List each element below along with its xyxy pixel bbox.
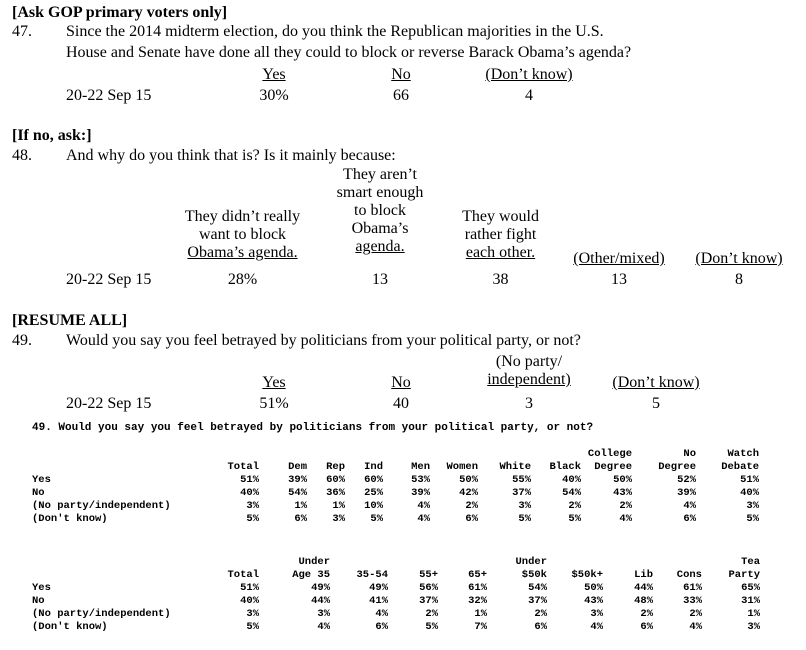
table1-cell: 5% <box>370 513 383 525</box>
table1-cell: 37% <box>512 487 531 499</box>
table2-row-label-3: (Don't know) <box>32 621 108 633</box>
crosstab-question: 49. Would you say you feel betrayed by politicians from your political party, or not? <box>32 422 594 434</box>
table1-cell: 36% <box>326 487 345 499</box>
table1-cell: 40% <box>562 474 581 486</box>
table2-cell: 3% <box>747 621 760 633</box>
table2-cell: 7% <box>474 621 487 633</box>
table2-cell: 1% <box>474 608 487 620</box>
q47-header-dont-know: (Don’t know) <box>485 66 573 83</box>
table1-row-label-0: Yes <box>32 474 51 486</box>
table2-cell: 37% <box>528 595 547 607</box>
table2-cell: 2% <box>425 608 438 620</box>
table2-row-label-1: No <box>32 595 45 607</box>
q49-value-no-party: 3 <box>525 395 533 412</box>
table2-cell: 6% <box>534 621 547 633</box>
table1-cell: 1% <box>294 500 307 512</box>
table2-cell: 49% <box>311 582 330 594</box>
table1-cell: 5% <box>568 513 581 525</box>
table2-cell: 3% <box>246 608 259 620</box>
table2-cell: 4% <box>375 608 388 620</box>
table1-header-4-line-1: Men <box>411 461 430 473</box>
table2-header-9-line-1: Party <box>728 569 760 581</box>
table2-cell: 61% <box>683 582 702 594</box>
table1-header-0-line-1: Total <box>227 461 259 473</box>
q49-header-yes: Yes <box>262 374 286 391</box>
q48-value-4: 13 <box>611 271 627 288</box>
table2-cell: 41% <box>369 595 388 607</box>
table1-header-5-line-1: Women <box>446 461 478 473</box>
table2-cell: 5% <box>246 621 259 633</box>
table2-cell: 5% <box>425 621 438 633</box>
table2-cell: 44% <box>311 595 330 607</box>
table1-cell: 40% <box>740 487 759 499</box>
table1-row-label-3: (Don't know) <box>32 513 108 525</box>
table1-cell: 4% <box>417 500 430 512</box>
table2-header-1-line-1: Age 35 <box>292 569 330 581</box>
table1-header-9-line-0: No <box>683 448 696 460</box>
table1-cell: 50% <box>613 474 632 486</box>
q48-value-3: 38 <box>492 271 509 288</box>
q47-value-no: 66 <box>393 87 409 104</box>
q47-header-yes: Yes <box>262 66 286 83</box>
q48-header-not-smart-enough: They aren’t smart enough to block Obama’s agenda. <box>336 166 424 255</box>
table1-row-label-2: (No party/independent) <box>32 500 171 512</box>
table1-cell: 6% <box>683 513 696 525</box>
table1-cell: 2% <box>465 500 478 512</box>
q48-value-2: 13 <box>372 271 388 288</box>
table1-cell: 2% <box>568 500 581 512</box>
table2-cell: 50% <box>584 582 603 594</box>
table2-header-3-line-1: 55+ <box>419 569 438 581</box>
table2-cell: 3% <box>317 608 330 620</box>
table2-cell: 6% <box>640 621 653 633</box>
table1-header-10-line-1: Debate <box>721 461 759 473</box>
table2-header-2-line-1: 35-54 <box>356 569 388 581</box>
table2-cell: 61% <box>468 582 487 594</box>
table1-header-2-line-1: Rep <box>326 461 345 473</box>
table1-header-10-line-0: Watch <box>727 448 759 460</box>
table2-cell: 65% <box>741 582 760 594</box>
table1-cell: 2% <box>619 500 632 512</box>
table2-cell: 31% <box>741 595 760 607</box>
table2-cell: 2% <box>640 608 653 620</box>
q49-instruction: [RESUME ALL] <box>12 312 128 329</box>
q47-number: 47. <box>12 23 32 40</box>
table2-cell: 56% <box>419 582 438 594</box>
table1-cell: 54% <box>562 487 581 499</box>
q47-text-line1: Since the 2014 midterm election, do you think the Republican majorities in the U.S. <box>66 23 604 40</box>
table1-cell: 60% <box>364 474 383 486</box>
q49-value-dont-know: 5 <box>652 395 660 412</box>
table1-cell: 50% <box>459 474 478 486</box>
q49-header-no-party: (No party/ independent) <box>487 353 571 388</box>
table1-header-8-line-0: College <box>587 448 632 460</box>
q49-number: 49. <box>12 332 32 349</box>
table1-cell: 6% <box>294 513 307 525</box>
table2-cell: 37% <box>419 595 438 607</box>
table1-cell: 52% <box>677 474 696 486</box>
table1-cell: 42% <box>459 487 478 499</box>
q48-text: And why do you think that is? Is it mainly because: <box>66 147 396 164</box>
table1-cell: 54% <box>288 487 307 499</box>
table1-cell: 4% <box>619 513 632 525</box>
q49-value-no: 40 <box>393 395 409 412</box>
q49-date: 20-22 Sep 15 <box>66 395 152 412</box>
table1-cell: 51% <box>740 474 759 486</box>
q48-value-1: 28% <box>227 271 258 288</box>
table1-cell: 3% <box>246 500 259 512</box>
q48-header-rather-fight: They would rather fight each other. <box>462 208 539 261</box>
table2-cell: 54% <box>528 582 547 594</box>
table2-header-5-line-0: Under <box>515 556 547 568</box>
table2-cell: 4% <box>689 621 702 633</box>
table1-cell: 4% <box>683 500 696 512</box>
table1-cell: 51% <box>240 474 259 486</box>
table1-header-9-line-1: Degree <box>658 461 696 473</box>
q48-date: 20-22 Sep 15 <box>66 271 152 288</box>
table2-header-5-line-1: $50k <box>521 569 547 581</box>
table2-cell: 51% <box>240 582 259 594</box>
table2-cell: 4% <box>317 621 330 633</box>
table2-header-0-line-1: Total <box>227 569 259 581</box>
table2-cell: 4% <box>590 621 603 633</box>
table2-header-7-line-1: Lib <box>634 569 653 581</box>
table1-header-3-line-1: Ind <box>364 461 383 473</box>
table2-cell: 6% <box>375 621 388 633</box>
table1-cell: 55% <box>512 474 531 486</box>
table1-cell: 5% <box>518 513 531 525</box>
table2-cell: 32% <box>468 595 487 607</box>
q49-value-yes: 51% <box>259 395 289 412</box>
table2-cell: 40% <box>240 595 259 607</box>
table2-cell: 49% <box>369 582 388 594</box>
table1-cell: 3% <box>332 513 345 525</box>
table2-cell: 33% <box>683 595 702 607</box>
q49-header-dont-know: (Don’t know) <box>612 374 700 391</box>
q47-text-line2: House and Senate have done all they could to block or reverse Barack Obama’s agenda? <box>66 44 632 61</box>
table1-header-7-line-1: Black <box>549 461 581 473</box>
table1-cell: 43% <box>613 487 632 499</box>
table2-header-1-line-0: Under <box>298 556 330 568</box>
q48-number: 48. <box>12 147 32 164</box>
q48-header-dont-know: (Don’t know) <box>695 250 783 267</box>
table1-cell: 39% <box>411 487 430 499</box>
table2-row-label-2: (No party/independent) <box>32 608 171 620</box>
table2-header-8-line-1: Cons <box>676 569 702 581</box>
table1-header-1-line-1: Dem <box>288 461 307 473</box>
table1-cell: 5% <box>746 513 759 525</box>
q49-text: Would you say you feel betrayed by politicians from your political party, or not? <box>66 332 581 349</box>
table2-cell: 44% <box>634 582 653 594</box>
table1-cell: 3% <box>518 500 531 512</box>
table2-header-9-line-0: Tea <box>741 556 760 568</box>
table1-cell: 53% <box>411 474 430 486</box>
table1-row-label-1: No <box>32 487 45 499</box>
table2-row-label-0: Yes <box>32 582 51 594</box>
table1-cell: 4% <box>417 513 430 525</box>
table1-cell: 60% <box>326 474 345 486</box>
table2-cell: 3% <box>590 608 603 620</box>
table1-cell: 6% <box>465 513 478 525</box>
q48-instruction: [If no, ask:] <box>12 127 92 144</box>
table2-cell: 48% <box>634 595 653 607</box>
table2-cell: 1% <box>747 608 760 620</box>
q48-header-other-mixed: (Other/mixed) <box>573 250 665 267</box>
table1-header-6-line-1: White <box>499 461 531 473</box>
table1-cell: 3% <box>746 500 759 512</box>
table1-cell: 1% <box>332 500 345 512</box>
table2-cell: 2% <box>534 608 547 620</box>
q49-header-no: No <box>391 374 411 391</box>
table2-cell: 2% <box>689 608 702 620</box>
table1-cell: 5% <box>246 513 259 525</box>
q48-header-didnt-want: They didn’t really want to block Obama’s agenda. <box>184 208 301 261</box>
table1-cell: 39% <box>288 474 307 486</box>
q48-value-5: 8 <box>735 271 743 288</box>
q47-date: 20-22 Sep 15 <box>66 87 152 104</box>
table2-cell: 43% <box>584 595 603 607</box>
table1-cell: 40% <box>240 487 259 499</box>
table1-cell: 25% <box>364 487 383 499</box>
table2-header-6-line-1: $50k+ <box>571 569 603 581</box>
q47-header-no: No <box>391 66 411 83</box>
table1-header-8-line-1: Degree <box>594 461 632 473</box>
q47-instruction: [Ask GOP primary voters only] <box>12 4 228 21</box>
table2-header-4-line-1: 65+ <box>468 569 487 581</box>
table1-cell: 10% <box>364 500 383 512</box>
q47-value-yes: 30% <box>259 87 289 104</box>
q47-value-dont-know: 4 <box>525 87 533 104</box>
table1-cell: 39% <box>677 487 696 499</box>
